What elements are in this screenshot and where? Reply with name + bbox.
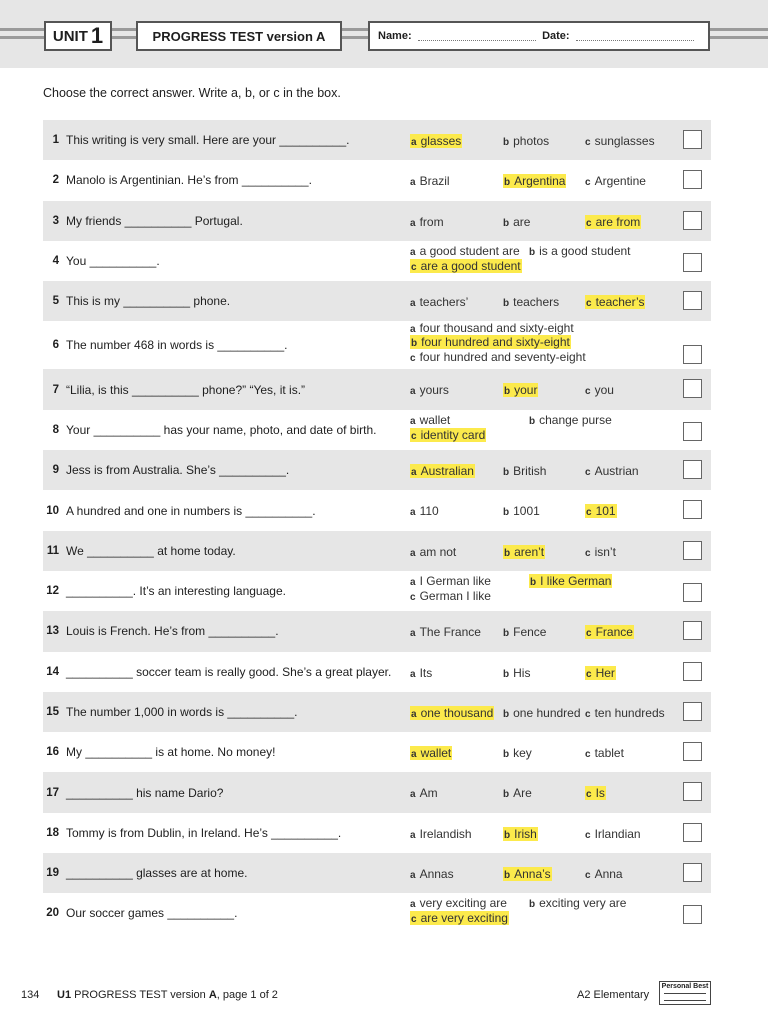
option-text: tablet [594, 746, 624, 761]
answer-box[interactable] [683, 211, 702, 230]
option-c [585, 746, 624, 760]
question-row [43, 893, 711, 933]
question-row [43, 450, 711, 490]
answer-box[interactable] [683, 500, 702, 519]
option-letter: a [411, 467, 417, 479]
name-field[interactable] [418, 32, 536, 41]
question-row [43, 160, 711, 200]
answer-box[interactable] [683, 863, 702, 882]
question-number: 11 [46, 544, 59, 557]
option-text: Irish [514, 826, 537, 841]
option-text: key [513, 746, 532, 761]
option-letter: a [410, 386, 416, 398]
option-letter: b [529, 246, 536, 258]
option-letter: a [410, 870, 416, 882]
question-number: 1 [52, 134, 59, 147]
option-text: Australian [420, 464, 474, 479]
option-b [503, 215, 530, 229]
question-text: You __________. [66, 254, 160, 269]
question-number: 17 [46, 786, 59, 799]
option-text: Brazil [419, 174, 450, 189]
option-a [410, 545, 456, 559]
question-number: 7 [52, 383, 59, 396]
answer-box[interactable] [683, 379, 702, 398]
option-b [503, 827, 538, 841]
option-c [585, 464, 639, 478]
option-text: Annas [419, 867, 454, 882]
option-a [410, 295, 468, 309]
option-letter: a [410, 324, 416, 336]
option-letter: a [411, 749, 417, 761]
option-letter: b [530, 576, 537, 588]
date-label: Date: [542, 30, 570, 42]
question-row [43, 410, 711, 450]
option-text: Argentina [514, 174, 566, 189]
option-b [503, 464, 546, 478]
question-row [43, 652, 711, 692]
option-c [585, 706, 665, 720]
option-letter: b [503, 668, 510, 680]
option-c [585, 786, 606, 800]
option-b [503, 174, 566, 188]
option-a [410, 827, 472, 841]
option-letter: c [585, 749, 591, 761]
option-letter: c [586, 789, 592, 801]
personal-best-logo [659, 981, 711, 1005]
question-row [43, 732, 711, 772]
option-letter: c [586, 628, 592, 640]
option-text: 110 [419, 504, 439, 519]
option-b [529, 244, 631, 258]
option-text: isn’t [594, 544, 616, 559]
option-b [503, 867, 552, 881]
option-text: are very exciting [420, 911, 508, 926]
question-number: 13 [46, 625, 59, 638]
name-label: Name: [378, 30, 412, 42]
question-row [43, 241, 711, 281]
option-a [410, 383, 449, 397]
option-text: 101 [595, 504, 616, 519]
option-letter: b [503, 217, 510, 229]
option-text: Is [595, 786, 605, 801]
option-text: four hundred and sixty-eight [421, 335, 570, 350]
answer-box[interactable] [683, 253, 702, 272]
option-text: your [514, 383, 538, 398]
question-number: 4 [52, 255, 59, 268]
answer-box[interactable] [683, 823, 702, 842]
question-text: My friends __________ Portugal. [66, 213, 243, 228]
option-letter: c [585, 467, 591, 479]
option-text: one hundred [513, 705, 581, 720]
option-letter: c [585, 870, 591, 882]
question-text: We __________ at home today. [66, 543, 236, 558]
option-c [410, 428, 486, 442]
question-text: “Lilia, is this __________ phone?” “Yes, it is.” [66, 382, 306, 397]
option-b [529, 896, 626, 910]
option-letter: a [410, 547, 416, 559]
question-text: This is my __________ phone. [66, 294, 231, 309]
question-text: Jess is from Australia. She’s __________. [66, 463, 290, 478]
option-letter: a [410, 246, 416, 258]
option-letter: a [410, 829, 416, 841]
question-list [43, 120, 711, 934]
option-text: I like German [540, 573, 612, 588]
question-number: 9 [52, 464, 59, 477]
question-text: The number 1,000 in words is __________. [66, 705, 298, 719]
option-b [503, 786, 532, 800]
option-a [410, 174, 450, 188]
option-letter: b [503, 137, 510, 148]
option-text: Argentine [594, 174, 646, 189]
option-letter: c [585, 829, 591, 841]
option-c [585, 504, 617, 518]
option-text: France [595, 625, 633, 640]
question-text: Your __________ has your name, photo, and date of birth. [66, 422, 377, 437]
option-letter: c [585, 177, 591, 189]
question-text: Manolo is Argentinian. He’s from __________. [66, 173, 312, 188]
answer-box[interactable] [683, 422, 702, 441]
option-text: Anna [594, 867, 623, 882]
option-b [410, 335, 571, 349]
option-b [503, 383, 538, 397]
option-c [410, 259, 522, 273]
question-number: 12 [46, 585, 59, 598]
option-c [585, 215, 641, 229]
option-text: wallet [420, 746, 452, 761]
question-text: This writing is very small. Here are your __________. [66, 133, 350, 148]
answer-box[interactable] [683, 702, 702, 721]
option-text: Anna’s [514, 867, 551, 882]
option-text: Am [419, 786, 438, 801]
option-c [585, 625, 634, 639]
instruction: Choose the correct answer. Write a, b, or c in the box. [43, 86, 341, 100]
option-letter: a [410, 899, 416, 911]
option-letter: a [410, 668, 416, 680]
question-number: 14 [46, 665, 59, 678]
answer-box[interactable] [683, 621, 702, 640]
option-text: exciting very are [539, 896, 627, 911]
answer-box[interactable] [683, 345, 702, 364]
footer-page-info: , page 1 of 2 [216, 989, 278, 1001]
option-c [585, 545, 616, 559]
option-text: four hundred and seventy-eight [419, 350, 586, 365]
question-row [43, 813, 711, 853]
option-letter: b [503, 507, 510, 519]
option-text: very exciting are [419, 896, 507, 911]
option-letter: a [411, 708, 417, 720]
footer-test-text: PROGRESS TEST version [71, 989, 209, 1001]
question-text: Louis is French. He’s from __________. [66, 624, 279, 639]
answer-box[interactable] [683, 782, 702, 801]
question-text: A hundred and one in numbers is __________. [66, 503, 316, 518]
option-text: yours [419, 383, 449, 398]
option-text: one thousand [420, 705, 494, 720]
option-letter: c [586, 298, 592, 310]
option-letter: c [585, 547, 591, 559]
question-row [43, 281, 711, 321]
option-letter: c [586, 668, 592, 680]
option-c [585, 383, 614, 397]
answer-box[interactable] [683, 291, 702, 310]
option-text: aren’t [514, 544, 545, 559]
option-a [410, 666, 432, 680]
question-text: __________. It’s an interesting language. [66, 584, 286, 599]
question-row [43, 369, 711, 409]
option-text: The France [419, 625, 481, 640]
question-number: 3 [52, 214, 59, 227]
option-letter: b [411, 338, 418, 350]
option-letter: c [586, 217, 592, 229]
option-b [503, 625, 546, 639]
option-text: am not [419, 544, 457, 559]
question-number: 2 [52, 174, 59, 187]
option-letter: c [411, 261, 417, 273]
question-row [43, 692, 711, 732]
option-text: teacher’s [595, 295, 645, 310]
question-text: Our soccer games __________. [66, 906, 238, 921]
question-row [43, 490, 711, 530]
option-letter: b [503, 708, 510, 720]
option-letter: b [504, 547, 511, 559]
option-letter: b [503, 749, 510, 761]
option-letter: a [410, 789, 416, 801]
option-text: British [513, 464, 547, 479]
option-text: a good student are [419, 243, 520, 258]
option-text: German I like [419, 588, 491, 603]
option-a [410, 321, 574, 335]
question-text: __________ his name Dario? [66, 785, 224, 800]
answer-box[interactable] [683, 130, 702, 149]
option-letter: a [410, 628, 416, 640]
footer-version: A [208, 989, 217, 1001]
option-text: Its [419, 665, 433, 680]
option-letter: c [411, 430, 417, 442]
answer-box[interactable] [683, 662, 702, 681]
option-c [585, 134, 655, 148]
question-number: 20 [46, 907, 59, 920]
option-b [503, 545, 545, 559]
option-b [503, 746, 532, 760]
option-a [410, 746, 452, 760]
option-b [503, 666, 530, 680]
option-text: Are [513, 786, 532, 801]
option-text: Austrian [594, 464, 639, 479]
option-text: ten hundreds [594, 705, 665, 720]
option-a [410, 134, 462, 148]
question-number: 15 [46, 706, 59, 718]
unit-label: UNIT [52, 27, 88, 45]
option-text: glasses [420, 134, 462, 148]
question-number: 6 [52, 339, 59, 352]
question-number: 19 [46, 867, 59, 880]
option-text: four thousand and sixty-eight [419, 321, 574, 336]
option-text: photos [513, 134, 550, 148]
option-a [410, 867, 454, 881]
question-row [43, 571, 711, 611]
option-text: Irlandian [594, 826, 641, 841]
test-title-box [136, 21, 342, 51]
option-text: Fence [513, 625, 547, 640]
option-c [585, 666, 616, 680]
name-date-box [368, 21, 710, 51]
option-letter: a [410, 217, 416, 229]
option-text: Her [595, 665, 615, 680]
footer-test-info [57, 989, 278, 1001]
option-letter: a [410, 298, 416, 310]
answer-box[interactable] [683, 460, 702, 479]
question-text: Tommy is from Dublin, in Ireland. He’s __________. [66, 825, 342, 840]
option-text: sunglasses [594, 134, 655, 148]
question-row [43, 201, 711, 241]
option-letter: b [529, 899, 536, 911]
option-letter: a [411, 137, 417, 148]
option-text: change purse [539, 412, 612, 427]
answer-box[interactable] [683, 742, 702, 761]
footer-unit-code: U1 [57, 989, 72, 1001]
option-text: teachers’ [419, 295, 469, 310]
question-row [43, 772, 711, 812]
option-a [410, 504, 439, 518]
option-letter: c [585, 386, 591, 398]
option-b [503, 706, 581, 720]
option-c [585, 174, 646, 188]
option-letter: a [410, 177, 416, 189]
option-letter: b [504, 829, 511, 841]
option-text: are from [595, 214, 641, 229]
footer-level: A2 Elementary [577, 989, 650, 1001]
option-letter: b [503, 789, 510, 801]
option-text: are [513, 214, 531, 229]
option-a [410, 896, 507, 910]
option-letter: a [410, 415, 416, 427]
option-text: you [594, 383, 614, 398]
question-row [43, 853, 711, 893]
answer-box[interactable] [683, 905, 702, 924]
option-a [410, 625, 481, 639]
question-text: __________ soccer team is really good. She’s a great player. [66, 664, 392, 679]
question-number: 10 [46, 504, 59, 517]
question-text: My __________ is at home. No money! [66, 745, 276, 760]
answer-box[interactable] [683, 170, 702, 189]
option-letter: a [410, 507, 416, 519]
option-text: Irelandish [419, 826, 472, 841]
option-letter: b [503, 628, 510, 640]
option-b [529, 574, 612, 588]
option-c [585, 827, 641, 841]
option-a [410, 413, 450, 427]
option-letter: c [410, 591, 416, 603]
option-text: identity card [420, 427, 486, 442]
option-letter: b [504, 177, 511, 189]
option-b [503, 134, 549, 148]
option-text: is a good student [539, 243, 631, 258]
question-row [43, 321, 711, 369]
option-a [410, 244, 520, 258]
unit-number: 1 [90, 23, 104, 48]
option-letter: b [529, 415, 536, 427]
option-b [529, 413, 612, 427]
question-row [43, 531, 711, 571]
unit-label-box [44, 21, 112, 51]
question-number: 18 [46, 826, 59, 839]
option-a [410, 574, 491, 588]
option-text: are a good student [420, 258, 521, 273]
option-b [503, 504, 540, 518]
option-letter: c [585, 708, 591, 720]
question-row [43, 611, 711, 651]
option-text: wallet [419, 412, 451, 427]
option-c [410, 911, 509, 925]
footer-page-number: 134 [21, 989, 40, 1001]
option-letter: a [410, 576, 416, 588]
question-text: The number 468 in words is __________. [66, 338, 288, 353]
option-text: from [419, 214, 444, 229]
answer-box[interactable] [683, 583, 702, 602]
option-letter: c [586, 507, 592, 519]
option-b [503, 295, 559, 309]
logo-text: Personal Best [661, 983, 709, 990]
option-text: His [513, 665, 531, 680]
date-field[interactable] [576, 32, 694, 41]
option-a [410, 464, 475, 478]
option-text: teachers [513, 295, 560, 310]
question-number: 5 [52, 295, 59, 308]
option-letter: b [504, 870, 511, 882]
option-letter: c [410, 353, 416, 365]
option-c [585, 867, 623, 881]
option-letter: b [503, 298, 510, 310]
option-c [410, 589, 491, 603]
option-letter: b [503, 467, 510, 479]
option-a [410, 215, 444, 229]
option-a [410, 706, 494, 720]
option-a [410, 786, 438, 800]
option-letter: c [585, 137, 591, 148]
question-number: 16 [46, 746, 59, 759]
option-c [585, 295, 645, 309]
question-row [43, 120, 711, 160]
option-letter: c [411, 914, 417, 926]
answer-box[interactable] [683, 541, 702, 560]
option-text: I German like [419, 573, 491, 588]
question-number: 8 [52, 423, 59, 436]
option-c [410, 350, 586, 364]
test-title: PROGRESS TEST version A [152, 28, 326, 44]
option-text: 1001 [513, 504, 540, 519]
option-letter: b [504, 386, 511, 398]
question-text: __________ glasses are at home. [66, 866, 248, 881]
